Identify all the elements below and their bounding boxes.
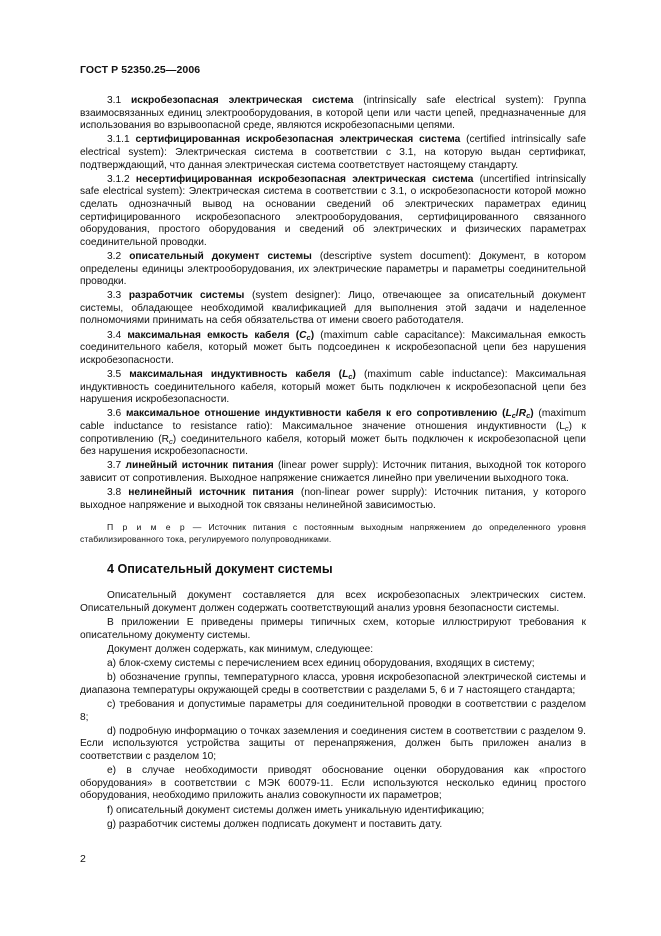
list-item-e: e) в случае необходимости приводят обоснование оценки оборудования как «простого оборудования» в соответствии с МЭК 60079-11. Если используются несколько единиц простого оборудования, необходимо приложить анализ совокупности их параметров; [80, 765, 586, 802]
term: максимальное отношение индуктивности кабеля к его сопротивлению [125, 408, 498, 420]
list-item-f: f) описательный документ системы должен иметь уникальную идентификацию; [107, 804, 485, 816]
list-item-b: b) обозначение группы, температурного класса, уровня искробезопасной электрической системы и диапазона температуры окружающей среды в соответствии с разделами 5, 6 и 7 настоящего стандарта; [80, 672, 586, 696]
term: максимальная емкость кабеля [127, 329, 290, 341]
section-4-paragraph: В приложении Е приведены примеры типичных схем, которые иллюстрируют требования к описательному документу системы. [80, 617, 586, 641]
definition-3-6: 3.6 максимальное отношение индуктивности кабеля к его сопротивлению $(L_c/R_c)$ (maximum cable inductance to resistance ratio): Максимальное значение отношения индуктивности $(L_c)$ к сопротивлению $(R_c)$ соединительного кабеля, который может быть подключен к искробезопасной цепи без нарушения искробезопасности. [80, 408, 586, 458]
definition-3-1: 3.1 искробезопасная электрическая система (intrinsically safe electrical system): Группа взаимосвязанных единиц электрооборудования, в которой цепи или части цепей, предназначенные для использования во взрывоопасной среде, являются искробезопасными цепями. [80, 95, 586, 132]
term: разработчик системы [128, 290, 245, 302]
term: линейный источник питания [125, 460, 274, 472]
term: нелинейный источник питания [128, 487, 294, 499]
example-note: П р и м е р — Источник питания с постоянным выходным напряжением до определенного уровня стабилизированного тока, регулируемого полупроводниками. [80, 522, 586, 545]
page-number: 2 [80, 853, 86, 865]
section-4-paragraph: Документ должен содержать, как минимум, следующее: [107, 643, 374, 655]
definition-3-7: 3.7 линейный источник питания (linear power supply): Источник питания, выходной ток которого зависит от сопротивления. Выходное напряжение снижается линейно при увеличении выходного тока. [80, 460, 586, 484]
list-item-g: g) разработчик системы должен подписать документ и поставить дату. [107, 818, 443, 830]
definition-3-1-1: 3.1.1 сертифицированная искробезопасная электрическая система (certified intrinsically safe electrical system): Электрическая система в соответствии с 3.1, на которую выдан сертификат, подтверждающий, что данная электрическая система соответствует настоящему стандарту. [80, 134, 586, 171]
section-4-title: 4 Описательный документ системы [107, 562, 333, 577]
section-4-paragraph: Описательный документ составляется для всех искробезопасных электрических систем. Описательный документ должен содержать соответствующий анализ уровня безопасности системы. [80, 590, 586, 614]
definition-3-8: 3.8 нелинейный источник питания (non-linear power supply): Источник питания, у которого выходное напряжение и выходной ток связаны нелинейной зависимостью. [80, 487, 586, 511]
list-item-d: d) подробную информацию о точках заземления и соединения систем в соответствии с разделом 9. Если используются устройства защиты от перенапряжения, должен быть приложен анализ в соответствии с разделом 10; [80, 725, 586, 763]
definition-3-3: 3.3 разработчик системы (system designer): Лицо, отвечающее за описательный документ системы, обладающее необходимой квалификацией для выполнения этой задачи и наделенное полномочиями принимать на себя обязательства от имени своего работодателя. [80, 290, 586, 327]
standard-header: ГОСТ Р 52350.25—2006 [80, 64, 201, 76]
definition-3-5: 3.5 максимальная индуктивность кабеля $(L_c)$ (maximum cable inductance): Максимальная индуктивность соединительного кабеля, который может быть подключен к искробезопасной цепи без нарушения искробезопасности. [80, 369, 586, 406]
term: несертифицированная искробезопасная электрическая система [135, 173, 474, 185]
definition-3-2: 3.2 описательный документ системы (descriptive system document): Документ, в котором определены единицы электрооборудования, их электрические параметры и параметры соединительной проводки. [80, 250, 586, 288]
definition-3-1-2: 3.1.2 несертифицированная искробезопасная электрическая система (uncertified intrinsically safe electrical system): Электрическая система в соответствии с 3.1, о искробезопасности которой можно сделать однозначный вывод на основании сведений об электрических параметрах единиц сертифицированного искробезопасного электрооборудования, сертифицированного связанного оборудования, простого оборудования и сведений об электрических и физических параметрах соединительной проводки. [80, 173, 586, 248]
term: описательный документ системы [129, 250, 312, 262]
document-body [80, 95, 586, 833]
definition-3-4: 3.4 максимальная емкость кабеля $(C_c)$ (maximum cable capacitance): Максимальная емкость соединительного кабеля, который может быть подсоединен к искробезопасной цепи без нарушения искробезопасности. [80, 329, 586, 366]
list-item-c: c) требования и допустимые параметры для соединительной проводки в соответствии с разделом 8; [80, 699, 586, 723]
term: максимальная индуктивность кабеля [129, 369, 331, 381]
term: сертифицированная искробезопасная электрическая система [135, 134, 461, 146]
list-item-a: a) блок-схему системы с перечислением всех единиц оборудования, входящих в систему; [107, 658, 535, 670]
term: искробезопасная электрическая система [131, 95, 354, 106]
